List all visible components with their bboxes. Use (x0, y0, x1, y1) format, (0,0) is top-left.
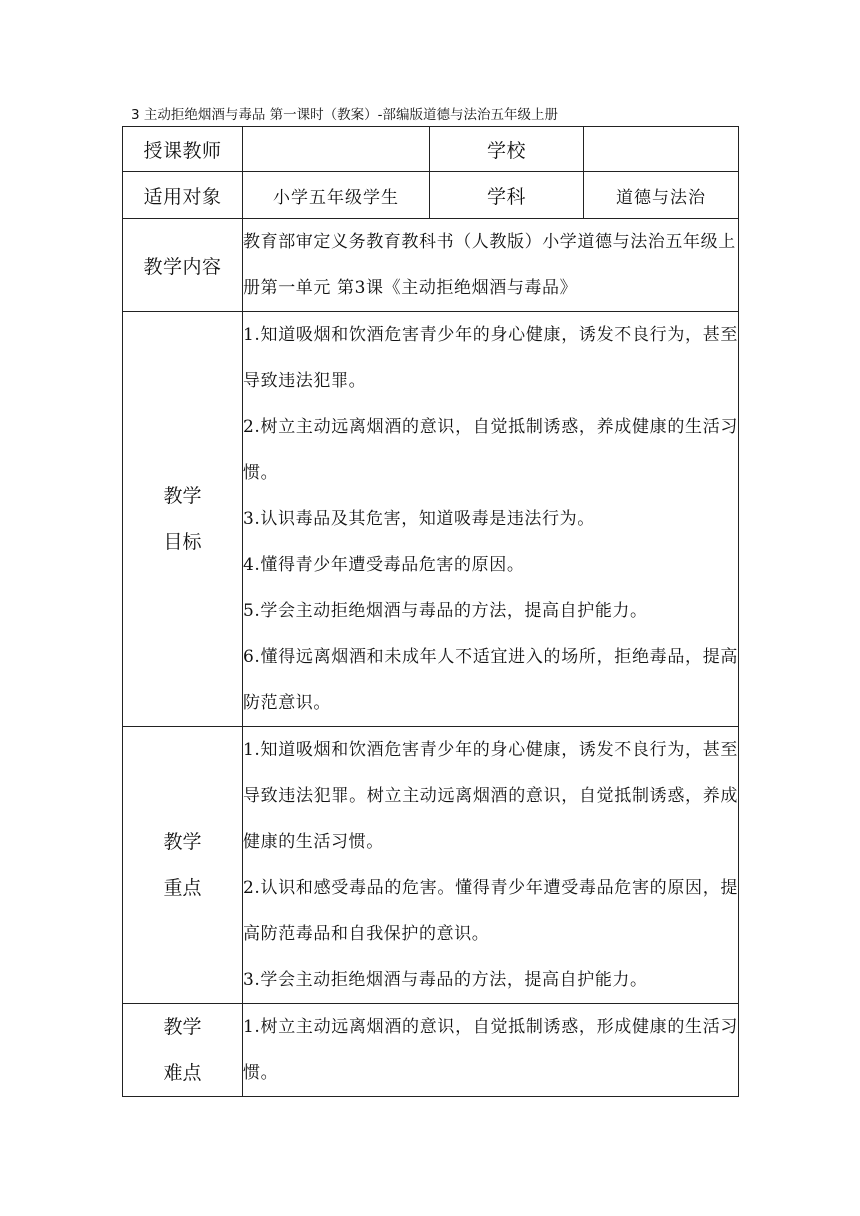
teacher-value (243, 127, 430, 172)
audience-row (123, 172, 739, 219)
key-points-label-line-2: 重点 (163, 877, 202, 899)
goals-label-line-1: 教学 (163, 485, 202, 507)
goal-item: 4.懂得青少年遭受毒品危害的原因。 (243, 555, 525, 575)
goal-item: 1.知道吸烟和饮酒危害青少年的身心健康，诱发不良行为，甚至导致违法犯罪。 (243, 325, 738, 391)
lesson-plan-table (122, 126, 739, 1097)
difficulties-label-line-1: 教学 (163, 1016, 202, 1038)
goal-item: 6.懂得远离烟酒和未成年人不适宜进入的场所，拒绝毒品，提高防范意识。 (243, 647, 738, 713)
document-header: 3 主动拒绝烟酒与毒品 第一课时（教案）-部编版道德与法治五年级上册 (131, 107, 559, 123)
key-points-list (243, 727, 739, 1004)
key-point-item: 1.知道吸烟和饮酒危害青少年的身心健康，诱发不良行为，甚至导致违法犯罪。树立主动远离烟酒的意识，自觉抵制诱惑，养成健康的生活习惯。 (243, 740, 738, 852)
goal-item: 5.学会主动拒绝烟酒与毒品的方法，提高自护能力。 (243, 601, 648, 621)
difficulties-list (243, 1004, 739, 1097)
audience-label: 适用对象 (123, 172, 243, 219)
difficulties-row (123, 1004, 739, 1097)
key-points-row (123, 727, 739, 1004)
goals-label (123, 312, 243, 727)
subject-value: 道德与法治 (584, 172, 739, 219)
teacher-label: 授课教师 (123, 127, 243, 172)
subject-label: 学科 (430, 172, 584, 219)
key-point-item: 3.学会主动拒绝烟酒与毒品的方法，提高自护能力。 (243, 970, 648, 990)
content-label: 教学内容 (123, 219, 243, 312)
content-row (123, 219, 739, 312)
difficulties-label (123, 1004, 243, 1097)
key-points-label (123, 727, 243, 1004)
difficulties-label-line-2: 难点 (163, 1062, 202, 1084)
audience-value: 小学五年级学生 (243, 172, 430, 219)
goal-item: 3.认识毒品及其危害，知道吸毒是违法行为。 (243, 509, 595, 529)
school-label: 学校 (430, 127, 584, 172)
content-value: 教育部审定义务教育教科书（人教版）小学道德与法治五年级上册第一单元 第3课《主动拒绝烟酒与毒品》 (243, 219, 739, 312)
teacher-row (123, 127, 739, 172)
goals-list (243, 312, 739, 727)
goals-row (123, 312, 739, 727)
goals-label-line-2: 目标 (163, 531, 202, 553)
key-point-item: 2.认识和感受毒品的危害。懂得青少年遭受毒品危害的原因，提高防范毒品和自我保护的意识。 (243, 878, 738, 944)
goal-item: 2.树立主动远离烟酒的意识，自觉抵制诱惑，养成健康的生活习惯。 (243, 417, 738, 483)
difficulty-item: 1.树立主动远离烟酒的意识，自觉抵制诱惑，形成健康的生活习惯。 (243, 1017, 738, 1083)
key-points-label-line-1: 教学 (163, 831, 202, 853)
school-value (584, 127, 739, 172)
